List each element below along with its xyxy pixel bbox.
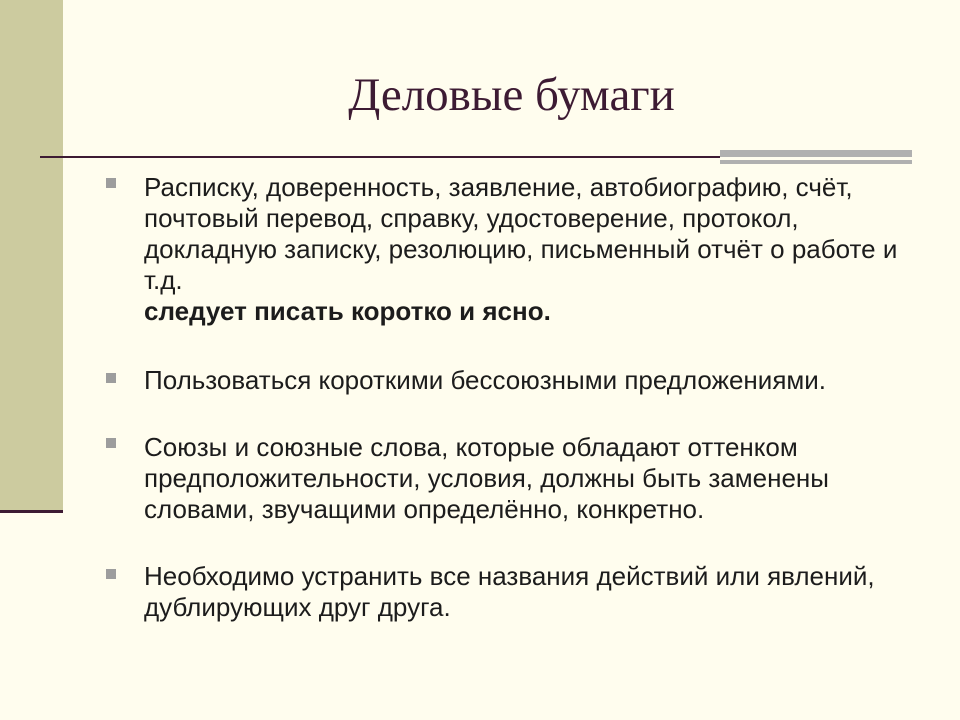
title-accent-bar-thin (720, 160, 912, 164)
bullet-text: Необходимо устранить все названия действий или явлений, дублирующих друг друга. (144, 561, 875, 622)
side-decor-line (0, 510, 63, 513)
side-decor-band (0, 0, 63, 510)
title-accent-bar (720, 150, 912, 157)
square-bullet-icon (106, 438, 116, 448)
bullet-body: Расписку, доверенность, заявление, автобиографию, счёт, почтовый перевод, справку, удостоверение, протокол, докладную записку, резолюцию, письменный отчёт о работе и т.д. (144, 172, 898, 295)
square-bullet-icon (106, 178, 116, 188)
square-bullet-icon (106, 373, 116, 383)
square-bullet-icon (106, 569, 116, 579)
slide-title: Деловые бумаги (348, 69, 675, 121)
title-underline (40, 156, 720, 158)
bullet-text: Пользоваться короткими бессоюзными предложениями. (144, 365, 827, 395)
bullet-text (144, 172, 914, 327)
bullet-emphasis: следует писать коротко и ясно. (144, 296, 551, 326)
bullet-text: Союзы и союзные слова, которые обладают оттенком предположительности, условия, должны быть заменены словами, звучащими определённо, конкретно. (144, 432, 829, 524)
